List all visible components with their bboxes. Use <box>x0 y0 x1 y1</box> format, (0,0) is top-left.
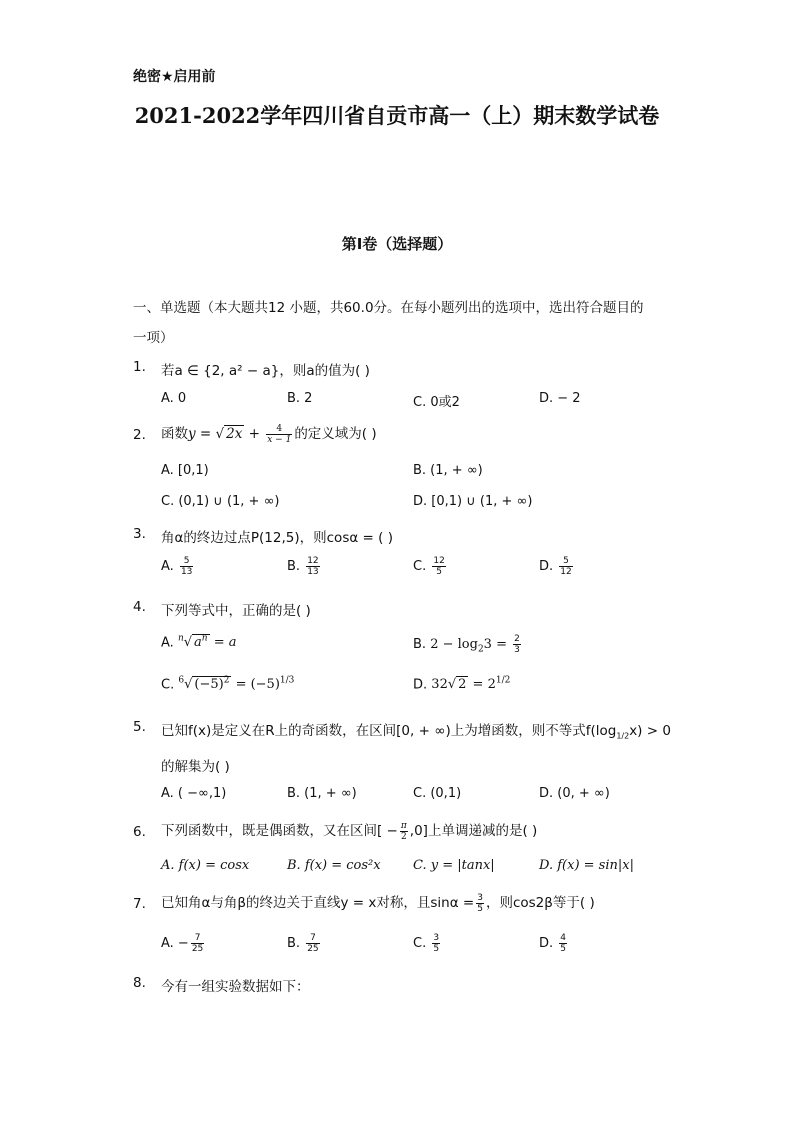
option-a: A. ( −∞,1) <box>161 786 227 801</box>
option-c: C. $\frac{12}{5}$ <box>413 556 445 577</box>
option-d: D. − 2 <box>539 391 581 406</box>
question-text-suffix: 的定义域为( ) <box>294 426 377 442</box>
question-number: 2. <box>133 427 146 443</box>
question-text: 已知f(x)是定义在R上的奇函数，在区间[0, + ∞)上为增函数，则不等式$f(\log_{1/2}x) > 0$ <box>161 723 671 741</box>
question-number: 5. <box>133 719 146 735</box>
question-number: 6. <box>133 824 146 840</box>
option-d: D. $\frac{5}{12}$ <box>539 556 572 577</box>
option-d: D. (0, + ∞) <box>539 786 610 801</box>
option-d: D. f(x) = sin|x| <box>539 858 634 873</box>
formula: y = √ 2x + $\frac{4}{x - 1}$ <box>188 424 292 445</box>
option-b: B. (1, + ∞) <box>287 786 357 801</box>
option-d: D. [0,1) ∪ (1, + ∞) <box>413 494 533 509</box>
option-c: C. 0或2 <box>413 395 460 410</box>
question-text-prefix: 函数 <box>161 426 188 442</box>
option-c: C. (0,1) ∪ (1, + ∞) <box>161 494 280 509</box>
option-a: A. $\frac{5}{13}$ <box>161 556 193 577</box>
option-c: C. (0,1) <box>413 786 462 801</box>
option-d: D. 32√ $2 = 2^{1/2}$ <box>413 676 511 693</box>
confidential-label: 绝密★启用前 <box>133 69 216 85</box>
option-a: A. 0 <box>161 391 187 406</box>
option-a: A. [0,1) <box>161 463 209 478</box>
option-c: C. $\frac{3}{5}$ <box>413 933 440 954</box>
question-number: 1. <box>133 359 146 375</box>
option-a: A. $^n$√ $a^n = a$ <box>161 634 237 651</box>
question-text: 已知角α与角β的终边关于直线y = x对称，且sinα = $\frac{3}{5}$ ，则cos2β等于( ) <box>161 892 595 914</box>
option-a: A. − $\frac{7}{25}$ <box>161 933 204 954</box>
option-a: A. f(x) = cosx <box>161 858 250 873</box>
question-number: 8. <box>133 975 146 991</box>
section-instructions-line2: 一项） <box>133 330 174 346</box>
question-text-continued: 的解集为( ) <box>161 759 230 775</box>
question-number: 7. <box>133 896 146 912</box>
question-text: 下列等式中，正确的是( ) <box>161 603 311 619</box>
page-title: 2021-2022学年四川省自贡市高一（上）期末数学试卷 <box>134 103 660 128</box>
question-text: 角α的终边过点P(12,5)，则cosα = ( ) <box>161 530 393 546</box>
question-text <box>161 422 377 445</box>
option-b: B. $2 - \log_23$ = $\frac{2}{3}$ <box>413 634 520 655</box>
question-text: 下列函数中，既是偶函数，又在区间[ − $\frac{\pi}{2}$ ,0]上单调递减的是( ) <box>161 820 538 842</box>
question-text: 若a ∈ {2, a² − a}，则a的值为( ) <box>161 363 370 379</box>
option-b: B. (1, + ∞) <box>413 463 483 478</box>
question-number: 3. <box>133 526 146 542</box>
question-number: 4. <box>133 599 146 615</box>
option-d: D. $\frac{4}{5}$ <box>539 933 567 954</box>
option-c: C. $^6$√ $(-5)^2 = (-5)^{1/3}$ <box>161 676 295 693</box>
question-text: 今有一组实验数据如下： <box>161 979 310 995</box>
part-heading: 第I卷（选择题） <box>341 235 453 253</box>
section-instructions-line1: 一、单选题（本大题共12 小题，共60.0分。在每小题列出的选项中，选出符合题目的 <box>133 300 644 316</box>
option-b: B. f(x) = cos²x <box>287 858 381 873</box>
option-b: B. $\frac{7}{25}$ <box>287 933 319 954</box>
option-b: B. 2 <box>287 391 313 406</box>
option-b: B. $\frac{12}{13}$ <box>287 556 319 577</box>
option-c: C. y = |tanx| <box>413 858 495 873</box>
